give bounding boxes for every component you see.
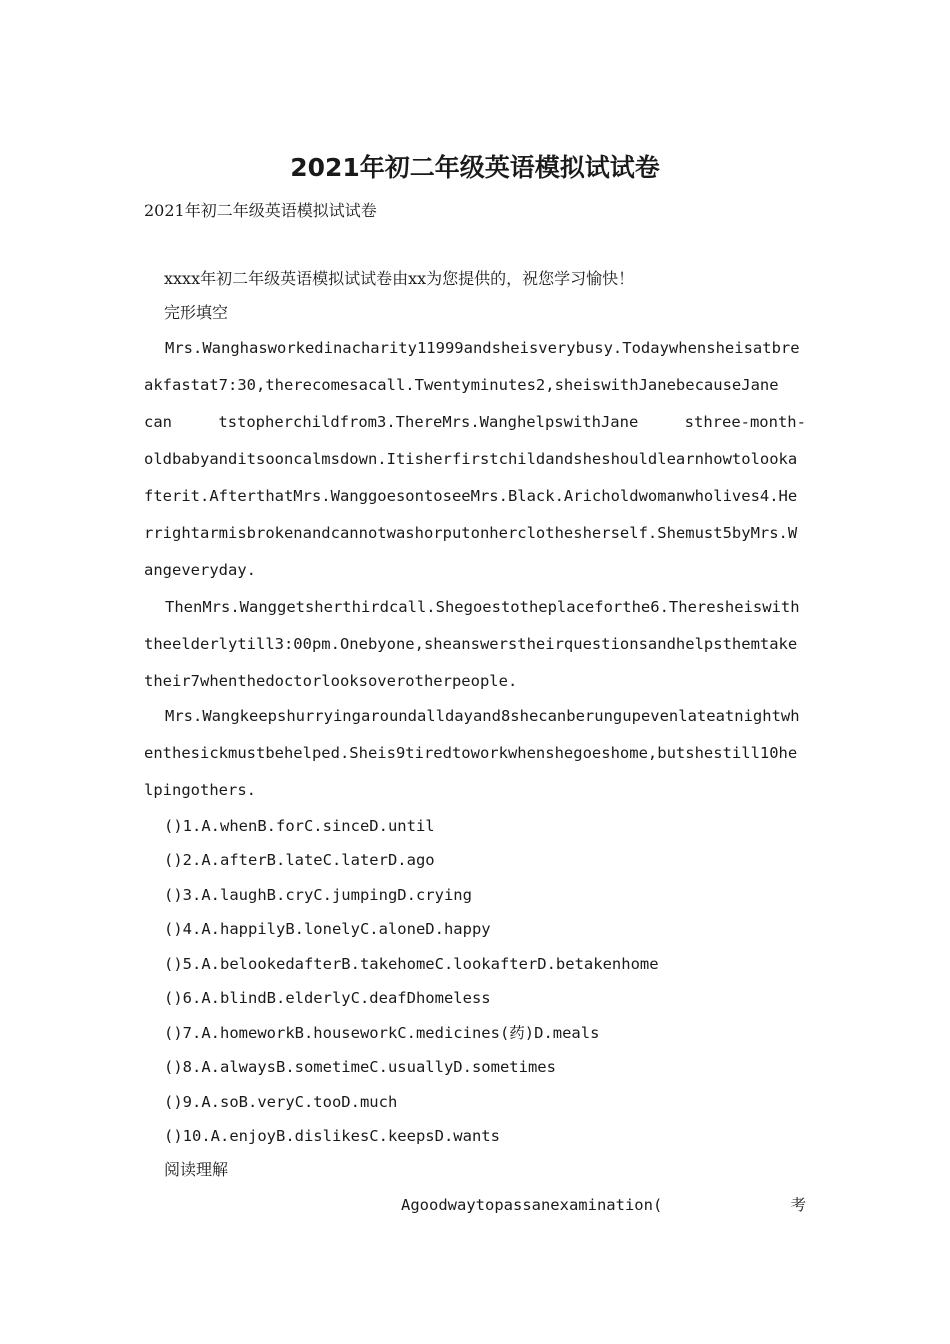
passage-paragraph-1-start: Mrs.Wanghasworkedinacharity11999andsheisverybusy.Todaywhensheisatbreakfastat7:30,therecomesacall.Twentyminutes2,sheiswithJanebecauseJane: [144, 339, 800, 394]
passage-paragraph-1-rest: oldbabyanditsooncalmsdown.Itisherfirstchildandsheshouldlearnhowtolookafterit.AfterthatMrs.WanggoesontoseeMrs.Black.Aricholdwomanwholives4.Herrightarmisbrokenandcannotwashorputonherclothesherself.Shemust5byMrs.Wangeveryday.: [144, 450, 798, 579]
question-item: ()3.A.laughB.cryC.jumpingD.crying: [164, 886, 472, 904]
passage-line-middle: tstopherchildfrom3.ThereMrs.WanghelpswithJane: [218, 413, 639, 431]
reading-heading: 阅读理解: [164, 1160, 229, 1179]
passage-line-right: sthree-month-: [684, 413, 806, 431]
reading-title-right: 考: [790, 1196, 806, 1214]
passage-line-left: can: [144, 413, 172, 431]
question-item: ()10.A.enjoyB.dislikesC.keepsD.wants: [164, 1127, 500, 1145]
question-item: ()6.A.blindB.elderlyC.deafDhomeless: [164, 989, 491, 1007]
passage-paragraph-3: Mrs.Wangkeepshurryingaroundalldayand8shecanberungupevenlateatnightwhenthesickmustbehelped.Sheis9tiredtoworkwhenshegoeshome,butshestill10helpingothers.: [144, 707, 800, 799]
passage-justified-line: [144, 404, 806, 441]
question-item: ()8.A.alwaysB.sometimeC.usuallyD.sometimes: [164, 1058, 556, 1076]
intro-text: xxxx年初二年级英语模拟试试卷由xx为您提供的，祝您学习愉快！: [164, 269, 635, 288]
reading-title-left: Agoodwaytopassanexamination(: [401, 1196, 663, 1214]
document-title: 2021年初二年级英语模拟试试卷: [290, 153, 660, 182]
cloze-heading: 完形填空: [164, 303, 229, 322]
reading-passage-title: [401, 1192, 806, 1218]
question-item: ()1.A.whenB.forC.sinceD.until: [164, 817, 435, 835]
passage-paragraph-2: ThenMrs.Wanggetsherthirdcall.Shegoestotheplaceforthe6.Theresheiswiththeelderlytill3:00pm.Onebyone,sheanswerstheirquestionsandhelpsthemtaketheir7whenthedoctorlooksoverotherpeople.: [144, 598, 800, 690]
question-item: ()4.A.happilyB.lonelyC.aloneD.happy: [164, 920, 491, 938]
question-item: ()5.A.belookedafterB.takehomeC.lookafterD.betakenhome: [164, 955, 659, 973]
question-item: ()7.A.homeworkB.houseworkC.medicines(药)D.meals: [164, 1024, 600, 1042]
question-item: ()9.A.soB.veryC.tooD.much: [164, 1093, 398, 1111]
document-subtitle: 2021年初二年级英语模拟试试卷: [144, 201, 377, 220]
question-item: ()2.A.afterB.lateC.laterD.ago: [164, 851, 435, 869]
